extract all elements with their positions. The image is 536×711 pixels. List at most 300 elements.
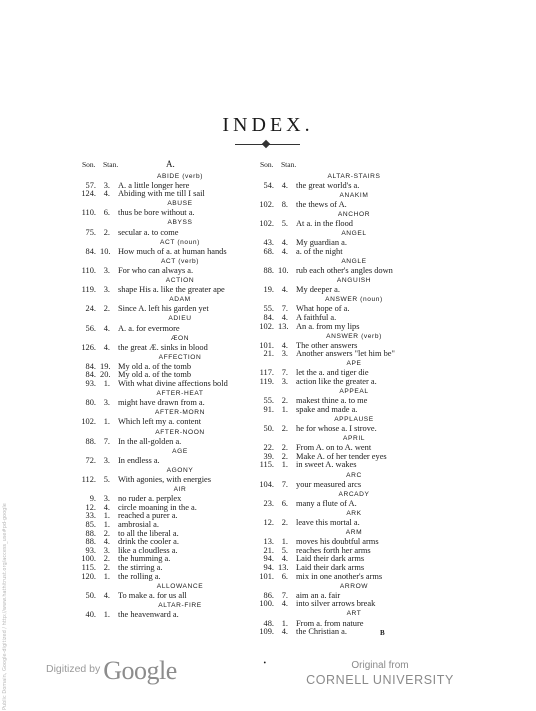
index-entry [258, 499, 450, 508]
stanza-number: 1. [103, 417, 110, 427]
quoted-line: How much of a. at human hands [118, 246, 227, 256]
stanza-number: 4. [103, 537, 110, 547]
index-entry [258, 405, 450, 414]
sonnet-number: 13. [263, 537, 274, 547]
stanza-number: 4. [103, 342, 110, 352]
index-entry [80, 417, 280, 426]
stanza-number: 2. [103, 554, 110, 564]
sonnet-number: 117. [259, 368, 274, 378]
sonnet-number: 54. [263, 180, 274, 190]
right-entries [258, 172, 450, 636]
sonnet-number: 56. [85, 323, 96, 333]
index-entry [80, 503, 280, 512]
original-from-credit [300, 660, 460, 687]
sonnet-number: 100. [259, 599, 274, 609]
headword: APE [346, 360, 362, 368]
headword: ARCADY [338, 490, 370, 498]
quoted-line: To make a. for us all [118, 590, 187, 600]
sonnet-number: 126. [81, 342, 96, 352]
index-entry [258, 181, 450, 190]
stanza-number: 1. [281, 404, 288, 414]
dot-mark: • [263, 660, 267, 667]
headword: ACT (verb) [160, 257, 200, 265]
sonnet-number: 21. [263, 545, 274, 555]
quoted-line: circle moaning in the a. [118, 502, 197, 512]
stanza-number: 1. [103, 519, 110, 529]
stanza-number: 4. [281, 312, 288, 322]
quoted-line: reached a purer a. [118, 511, 178, 521]
index-entry [258, 349, 450, 358]
headword: AGE [172, 447, 188, 455]
quoted-line: the heavenward a. [118, 609, 179, 619]
index-entry [258, 546, 450, 555]
index-entry [258, 554, 450, 563]
stanza-number: 1. [103, 379, 110, 389]
stanza-number: 1. [281, 460, 288, 470]
index-entry [80, 321, 280, 333]
stanza-number: 4. [281, 599, 288, 609]
stanza-number: 10. [100, 246, 111, 256]
quoted-line: My deeper a. [296, 285, 340, 295]
index-entry [80, 340, 280, 352]
sonnet-number: 88. [85, 436, 96, 446]
headword: APPLAUSE [334, 415, 374, 423]
index-entry [258, 341, 450, 350]
quoted-line: Which left my a. content [118, 417, 202, 427]
sonnet-number: 102. [259, 218, 274, 228]
quoted-line: rub each other's angles down [296, 265, 393, 275]
quoted-line: the thews of A. [296, 199, 347, 209]
sonnet-number: 112. [81, 475, 96, 484]
sonnet-number: 50. [263, 424, 274, 434]
sonnet-number: 55. [263, 396, 274, 406]
stanza-number: 5. [281, 545, 288, 555]
quoted-line: makest thine a. to me [296, 396, 368, 406]
sonnet-number: 86. [263, 590, 274, 600]
sonnet-number: 88. [263, 265, 274, 275]
index-entry [80, 529, 280, 538]
sonnet-number: 12. [85, 502, 96, 512]
headword: ARC [346, 471, 362, 479]
son-header: Son. [82, 160, 96, 169]
quoted-line: action like the greater a. [296, 377, 377, 387]
sonnet-number: 119. [259, 377, 274, 387]
sonnet-number: 88. [85, 537, 96, 547]
section-letter: A. [166, 159, 175, 169]
sonnet-number: 94. [263, 554, 274, 564]
index-entry [80, 181, 280, 190]
sonnet-number: 50. [85, 590, 96, 600]
headword: AFFECTION [158, 353, 202, 361]
quoted-line: the Christian a. [296, 627, 347, 637]
quoted-line: Abiding with me till I sail [118, 189, 205, 199]
quoted-line: With agonies, with energies [118, 475, 212, 484]
headword: ADIEU [168, 315, 192, 323]
stanza-number: 3. [281, 349, 288, 359]
quoted-line: A. a little longer here [118, 180, 190, 190]
index-entry [80, 370, 280, 379]
stanza-number: 3. [103, 494, 110, 504]
quoted-line: At a. in the flood [296, 218, 353, 228]
stanza-number: 2. [103, 528, 110, 538]
headword: ALTAR-FIRE [158, 601, 202, 609]
stan-header: Stan. [103, 160, 119, 169]
index-entry [258, 599, 450, 608]
headword: ARROW [339, 582, 369, 590]
sonnet-number: 12. [263, 517, 274, 527]
sonnet-number: 23. [263, 498, 274, 508]
index-entry [258, 304, 450, 313]
sonnet-number: 124. [81, 189, 96, 199]
sonnet-number: 33. [85, 511, 96, 521]
quoted-line: leave this mortal a. [296, 517, 360, 527]
index-entry [80, 304, 280, 313]
stanza-number: 4. [281, 340, 288, 350]
stanza-number: 13. [278, 321, 289, 331]
sonnet-number: 80. [85, 398, 96, 408]
index-entry [80, 563, 280, 572]
stanza-number: 4. [281, 627, 288, 637]
index-entry [80, 247, 280, 256]
quoted-line: the stirring a. [118, 562, 163, 572]
headword: ABIDE (verb) [156, 172, 204, 180]
stanza-number: 3. [103, 545, 110, 555]
headword: ANGEL [341, 230, 367, 238]
quoted-line: Since A. left his garden yet [118, 304, 209, 314]
sonnet-number: 93. [85, 379, 96, 389]
index-entry [80, 572, 280, 581]
index-entry [80, 189, 280, 198]
institution-name: CORNELL UNIVERSITY [306, 673, 454, 687]
stanza-number: 4. [281, 180, 288, 190]
quoted-line: reaches forth her arms [296, 545, 371, 555]
stanza-number: 2. [281, 451, 288, 461]
headword: ANSWER (verb) [326, 332, 382, 340]
index-entry [258, 518, 450, 527]
index-entry [258, 247, 450, 256]
quoted-line: Another answers "let him be" [296, 349, 395, 359]
sonnet-number: 101. [259, 571, 274, 581]
quoted-line: a. of the night [296, 246, 343, 256]
index-entry [80, 546, 280, 555]
headword: AGONY [166, 466, 194, 474]
index-entry [258, 322, 450, 331]
stanza-number: 5. [281, 218, 288, 228]
stanza-number: 7. [281, 479, 288, 489]
index-entry [258, 563, 450, 572]
sonnet-number: 39. [263, 451, 274, 461]
headword: ARK [346, 509, 362, 517]
sonnet-number: 115. [81, 562, 96, 572]
stanza-number: 1. [103, 571, 110, 581]
headword: ALLOWANCE [156, 582, 204, 590]
stanza-number: 6. [281, 498, 288, 508]
index-entry [258, 460, 450, 469]
headword: ABUSE [167, 200, 193, 208]
quoted-line: he for whose a. I strove. [296, 424, 377, 434]
quoted-line: ambrosial a. [118, 519, 159, 529]
index-entry [258, 537, 450, 546]
quoted-line: drink the cooler a. [118, 537, 179, 547]
index-column-left [80, 160, 280, 619]
stanza-number: 1. [281, 618, 288, 628]
stanza-number: 2. [281, 443, 288, 453]
stanza-number: 3. [281, 377, 288, 387]
index-entry [80, 398, 280, 407]
quoted-line: Laid their dark arms [296, 554, 365, 564]
index-entry [258, 396, 450, 405]
index-entry [80, 610, 280, 619]
stan-header: Stan. [281, 160, 297, 169]
sonnet-number: 104. [259, 479, 274, 489]
stanza-number: 6. [103, 208, 110, 218]
index-entry [80, 494, 280, 503]
signature-mark: B [380, 629, 385, 637]
index-entry [258, 591, 450, 600]
sonnet-number: 102. [81, 417, 96, 427]
sonnet-number: 24. [85, 304, 96, 314]
index-entry [258, 627, 450, 636]
sonnet-number: 84. [85, 361, 96, 371]
quoted-line: to all the liberal a. [118, 528, 179, 538]
quoted-line: From a. from nature [296, 618, 364, 628]
title-rule-ornament [235, 144, 300, 145]
stanza-number: 4. [103, 189, 110, 199]
stanza-number: 7. [281, 590, 288, 600]
headword: AFTER-MORN [155, 409, 205, 417]
stanza-number: 2. [103, 304, 110, 314]
google-logo: Google [103, 656, 177, 685]
quoted-line: What hope of a. [296, 304, 350, 314]
son-header: Son. [260, 160, 274, 169]
index-entry [258, 480, 450, 489]
headword: ARM [345, 529, 363, 537]
sonnet-number: 55. [263, 304, 274, 314]
quoted-line: no ruder a. perplex [118, 494, 182, 504]
stanza-number: 2. [281, 424, 288, 434]
stanza-number: 1. [281, 537, 288, 547]
index-entry [80, 517, 280, 529]
sonnet-number: 19. [263, 285, 274, 295]
headword: ART [346, 610, 362, 618]
stanza-number: 3. [103, 265, 110, 275]
index-entry [258, 266, 450, 275]
left-entries [80, 172, 280, 619]
quoted-line: aim an a. fair [296, 590, 341, 600]
sonnet-number: 85. [85, 519, 96, 529]
sonnet-number: 94. [263, 562, 274, 572]
sonnet-number: 68. [263, 246, 274, 256]
quoted-line: Laid their dark arms [296, 562, 365, 572]
stanza-number: 4. [281, 554, 288, 564]
quoted-line: My old a. of the tomb [118, 361, 192, 371]
headword: ANSWER (noun) [325, 296, 383, 304]
stanza-number: 7. [281, 368, 288, 378]
index-entry [80, 554, 280, 563]
column-header [258, 160, 450, 170]
sonnet-number: 101. [259, 340, 274, 350]
headword: AFTER-NOON [155, 428, 205, 436]
index-entry [80, 362, 280, 371]
quoted-line: moves his doubtful arms [296, 537, 379, 547]
quoted-line: your measured arcs [296, 479, 362, 489]
sonnet-number: 84. [263, 312, 274, 322]
quoted-line: like a cloudless a. [118, 545, 178, 555]
index-entry [80, 208, 280, 217]
quoted-line: For who can always a. [118, 265, 194, 275]
stanza-number: 7. [103, 436, 110, 446]
quoted-line: let the a. and tiger die [296, 368, 369, 378]
sonnet-number: 72. [85, 455, 96, 465]
stanza-number: 10. [278, 265, 289, 275]
index-entry [258, 452, 450, 461]
headword: AIR [173, 486, 187, 494]
stanza-number: 4. [281, 285, 288, 295]
sonnet-number: 102. [259, 321, 274, 331]
headword: AFTER-HEAT [156, 390, 204, 398]
index-entry [258, 443, 450, 452]
index-entry [80, 285, 280, 294]
stanza-number: 6. [281, 571, 288, 581]
sonnet-number: 100. [81, 554, 96, 564]
stanza-number: 3. [103, 285, 110, 295]
stanza-number: 13. [278, 562, 289, 572]
stanza-number: 4. [281, 238, 288, 248]
headword: ALTAR-STAIRS [327, 172, 381, 180]
quoted-line: many a flute of A. [296, 498, 357, 508]
quoted-line: In the all-golden a. [118, 436, 182, 446]
index-entry [258, 619, 450, 628]
index-entry [258, 200, 450, 209]
stanza-number: 3. [103, 455, 110, 465]
original-from-text: Original from [351, 660, 409, 671]
index-entry [258, 285, 450, 294]
quoted-line: My old a. of the tomb [118, 370, 192, 380]
stanza-number: 4. [103, 590, 110, 600]
sonnet-number: 110. [81, 265, 96, 275]
quoted-line: shape His a. like the greater ape [118, 285, 225, 295]
headword: ANCHOR [337, 210, 371, 218]
index-entry [80, 511, 280, 520]
stanza-number: 3. [103, 180, 110, 190]
quoted-line: secular a. to come [118, 227, 179, 237]
index-entry [80, 266, 280, 275]
stanza-number: 20. [100, 370, 111, 380]
stanza-number: 4. [103, 323, 110, 333]
index-entry [80, 537, 280, 546]
sonnet-number: 109. [259, 627, 274, 637]
stanza-number: 1. [103, 609, 110, 619]
index-entry [258, 219, 450, 228]
stanza-number: 2. [103, 562, 110, 572]
quoted-line: With what divine affections bold [118, 379, 228, 389]
sonnet-number: 84. [85, 370, 96, 380]
quoted-line: in sweet A. wakes [296, 460, 357, 470]
sonnet-number: 102. [259, 199, 274, 209]
headword: ACTION [165, 277, 195, 285]
sonnet-number: 75. [85, 227, 96, 237]
sonnet-number: 57. [85, 180, 96, 190]
quoted-line: spake and made a. [296, 404, 358, 414]
index-entry [258, 238, 450, 247]
index-entry [258, 368, 450, 377]
quoted-line: An a. from my lips [296, 321, 360, 331]
quoted-line: the great world's a. [296, 180, 360, 190]
sonnet-number: 48. [263, 618, 274, 628]
quoted-line: might have drawn from a. [118, 398, 205, 408]
index-entry [258, 377, 450, 386]
index-entry [258, 572, 450, 581]
headword: ANGUISH [336, 277, 372, 285]
digitized-by-logo [46, 656, 177, 686]
quoted-line: the rolling a. [118, 571, 161, 581]
headword: ÆON [170, 334, 190, 342]
sonnet-number: 93. [85, 545, 96, 555]
index-entry [80, 475, 280, 484]
stanza-number: 5. [103, 475, 110, 484]
sonnet-number: 40. [85, 609, 96, 619]
headword: ANGLE [341, 257, 367, 265]
headword: APPEAL [339, 388, 369, 396]
headword: ANAKIM [339, 191, 369, 199]
quoted-line: From A. on to A. went [296, 443, 372, 453]
sonnet-number: 21. [263, 349, 274, 359]
stanza-number: 2. [103, 227, 110, 237]
headword: ABYSS [167, 219, 193, 227]
stanza-number: 4. [281, 246, 288, 256]
sonnet-number: 115. [259, 460, 274, 470]
headword: ACT (noun) [160, 238, 200, 246]
page-title: INDEX. [222, 114, 314, 136]
sonnet-number: 110. [81, 208, 96, 218]
stanza-number: 1. [103, 511, 110, 521]
stanza-number: 8. [281, 199, 288, 209]
quoted-line: In endless a. [118, 455, 160, 465]
side-watermark: Public Domain, Google-digitized / http://www.hathitrust.org/access_use#pd-google [2, 503, 8, 710]
index-entry [80, 456, 280, 465]
sonnet-number: 9. [89, 494, 96, 504]
stanza-number: 4. [103, 502, 110, 512]
sonnet-number: 22. [263, 443, 274, 453]
index-entry [80, 437, 280, 446]
stanza-number: 19. [100, 361, 111, 371]
sonnet-number: 91. [263, 404, 274, 414]
quoted-line: the great Æ. sinks in blood [118, 342, 208, 352]
headword: APRIL [342, 435, 366, 443]
index-entry [258, 424, 450, 433]
sonnet-number: 88. [85, 528, 96, 538]
index-entry [80, 228, 280, 237]
digitized-by-text: Digitized by [46, 663, 101, 675]
stanza-number: 2. [281, 396, 288, 406]
quoted-line: the humming a. [118, 554, 171, 564]
sonnet-number: 119. [81, 285, 96, 295]
quoted-line: A faithful a. [296, 312, 337, 322]
stanza-number: 3. [103, 398, 110, 408]
sonnet-number: 43. [263, 238, 274, 248]
quoted-line: A. a. for evermore [118, 323, 180, 333]
stanza-number: 7. [281, 304, 288, 314]
quoted-line: mix in one another's arms [296, 571, 383, 581]
quoted-line: thus be bore without a. [118, 208, 195, 218]
index-entry [80, 379, 280, 388]
headword: ADAM [169, 296, 191, 304]
index-column-right [258, 160, 450, 636]
quoted-line: The other answers [296, 340, 358, 350]
quoted-line: Make A. of her tender eyes [296, 451, 387, 461]
index-entry [80, 591, 280, 600]
index-entry [258, 313, 450, 322]
